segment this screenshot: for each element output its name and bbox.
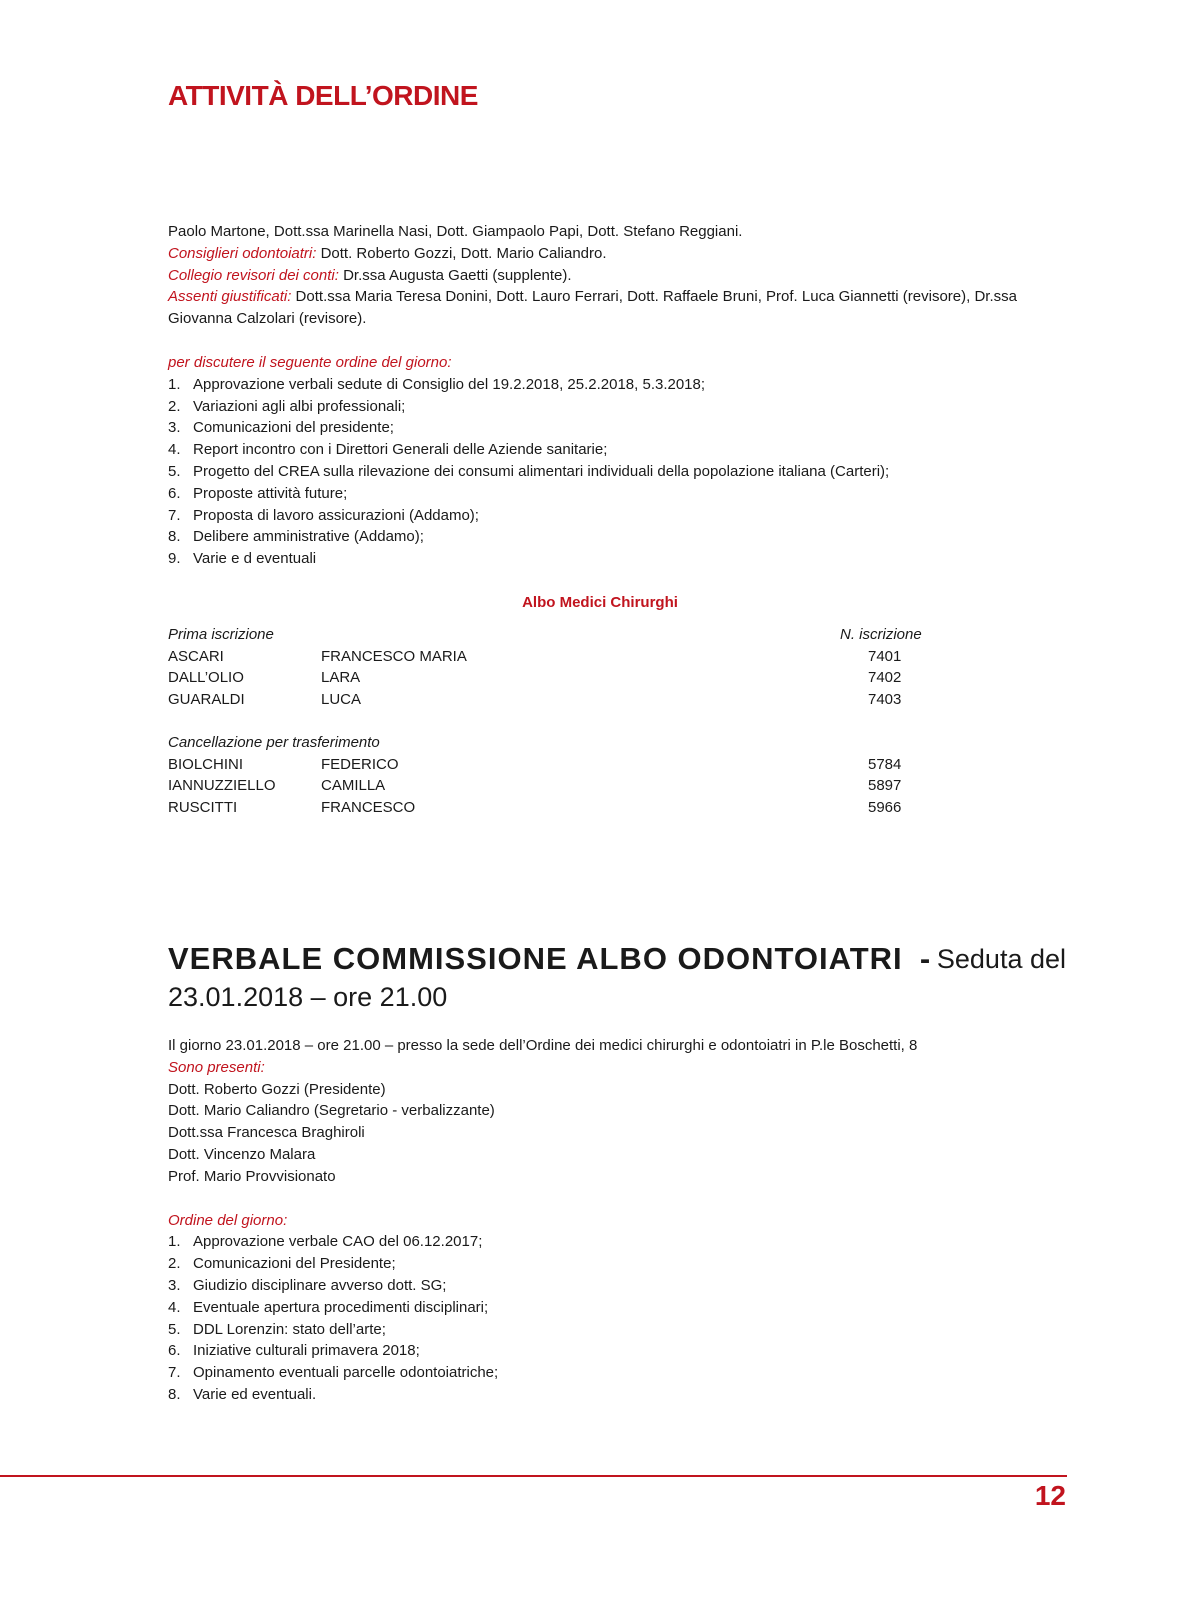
assenti-label: Assenti giustificati: <box>168 288 292 306</box>
number-cell: 7402 <box>868 669 902 687</box>
surname-cell: BIOLCHINI <box>168 755 244 773</box>
register-header <box>168 624 928 646</box>
table-row <box>168 775 928 797</box>
present-label: Sono presenti: <box>168 1058 265 1076</box>
assenti-text: Dott.ssa Maria Teresa Donini, Dott. Lauro Ferrari, Dott. Raffaele Bruni, Prof. Luca Giannetti (revisore), Dr.ssa Giovanna Calzolari (revisore). <box>168 288 1017 328</box>
agenda-item <box>168 1340 1068 1362</box>
agenda-item <box>168 396 1068 418</box>
agenda-item <box>168 1231 1068 1253</box>
agenda-item <box>168 548 1068 570</box>
agenda-item-number: 5. <box>168 462 181 480</box>
agenda-item-number: 1. <box>168 1233 181 1251</box>
verbale-body <box>168 1035 1068 1406</box>
table-row <box>168 689 928 711</box>
meeting-minutes <box>168 221 1068 570</box>
agenda-item <box>168 1319 1068 1341</box>
agenda-item-number: 5. <box>168 1320 181 1338</box>
albo-title: Albo Medici Chirurghi <box>522 594 678 611</box>
name-cell: FEDERICO <box>321 755 399 773</box>
surname-cell: RUSCITTI <box>168 798 238 816</box>
verbale-agenda-label: Ordine del giorno: <box>168 1211 288 1229</box>
surname-cell: ASCARI <box>168 647 224 665</box>
number-cell: 5966 <box>868 798 902 816</box>
agenda-item-number: 1. <box>168 375 181 393</box>
agenda-item-number: 6. <box>168 1342 181 1360</box>
verbale-title-dash: - <box>919 941 932 976</box>
verbale-title-line2: 23.01.2018 – ore 21.00 <box>168 982 448 1012</box>
verbale-intro: Il giorno 23.01.2018 – ore 21.00 – presso la sede dell’Ordine dei medici chirurghi e odontoiatri in P.le Boschetti, 8 <box>168 1037 918 1054</box>
agenda-item-number: 7. <box>168 506 181 524</box>
verbale-title-line1 <box>168 940 1066 978</box>
cancellazione-header <box>168 732 928 754</box>
agenda-item-text: Varie ed eventuali. <box>193 1385 317 1403</box>
agenda-item-number: 2. <box>168 1255 181 1273</box>
agenda-item <box>168 417 1068 439</box>
albo-register <box>168 624 928 818</box>
agenda-item-text: Report incontro con i Direttori Generali delle Aziende sanitarie; <box>193 441 608 459</box>
consiglieri-text: Dott. Roberto Gozzi, Dott. Mario Caliandro. <box>316 244 607 262</box>
agenda-item <box>168 483 1068 505</box>
page-number: 12 <box>1034 1480 1066 1511</box>
agenda-item-number: 7. <box>168 1364 181 1382</box>
agenda-item-number: 9. <box>168 550 181 568</box>
verbale-agenda <box>168 1231 1068 1405</box>
meeting-agenda <box>168 374 1068 570</box>
agenda-item-number: 8. <box>168 1385 181 1403</box>
agenda-label: per discutere il seguente ordine del giorno: <box>168 353 452 371</box>
verbale-title <box>168 940 1066 1016</box>
agenda-item <box>168 505 1068 527</box>
footer-divider <box>0 1475 1067 1477</box>
agenda-item <box>168 1253 1068 1275</box>
agenda-item-text: Iniziative culturali primavera 2018; <box>193 1342 420 1360</box>
agenda-item-text: Opinamento eventuali parcelle odontoiatriche; <box>193 1364 499 1382</box>
surname-cell: GUARALDI <box>168 690 245 708</box>
agenda-item-text: Comunicazioni del presidente; <box>193 419 394 437</box>
agenda-item <box>168 1297 1068 1319</box>
prima-iscrizione-label: Prima iscrizione <box>168 626 274 643</box>
table-row <box>168 797 928 819</box>
collegio-text: Dr.ssa Augusta Gaetti (supplente). <box>338 266 572 284</box>
present-person: Prof. Mario Provvisionato <box>168 1167 336 1185</box>
agenda-item <box>168 374 1068 396</box>
agenda-item-text: Delibere amministrative (Addamo); <box>193 528 424 546</box>
name-cell: FRANCESCO <box>321 798 416 816</box>
surname-cell: DALL’OLIO <box>168 669 244 687</box>
agenda-item-text: Comunicazioni del Presidente; <box>193 1255 396 1273</box>
agenda-item-text: Approvazione verbale CAO del 06.12.2017; <box>193 1233 483 1251</box>
verbale-title-light: Seduta del <box>936 944 1066 974</box>
agenda-item-text: Approvazione verbali sedute di Consiglio del 19.2.2018, 25.2.2018, 5.3.2018; <box>193 375 706 393</box>
number-cell: 5897 <box>868 777 902 795</box>
agenda-item <box>168 1384 1068 1406</box>
number-cell: 7403 <box>868 690 902 708</box>
agenda-item-text: Progetto del CREA sulla rilevazione dei consumi alimentari individuali della popolazione italiana (Carteri); <box>193 462 890 480</box>
agenda-item-number: 8. <box>168 528 181 546</box>
agenda-item-text: Giudizio disciplinare avverso dott. SG; <box>193 1276 447 1294</box>
agenda-item-number: 2. <box>168 397 181 415</box>
name-cell: LUCA <box>321 690 362 708</box>
collegio-label: Collegio revisori dei conti: <box>168 266 339 284</box>
present-person: Dott. Roberto Gozzi (Presidente) <box>168 1080 386 1098</box>
spacer <box>168 710 928 732</box>
agenda-item-text: Proposta di lavoro assicurazioni (Addamo); <box>193 506 479 524</box>
agenda-item-number: 3. <box>168 1276 181 1294</box>
agenda-item-text: Variazioni agli albi professionali; <box>193 397 406 415</box>
agenda-item-text: Proposte attività future; <box>193 484 348 502</box>
agenda-item-number: 4. <box>168 441 181 459</box>
collegio-line <box>168 265 1068 287</box>
agenda-item-number: 4. <box>168 1298 181 1316</box>
name-cell: FRANCESCO MARIA <box>321 647 467 665</box>
present-person: Dott. Vincenzo Malara <box>168 1145 316 1163</box>
cancellazione-label: Cancellazione per trasferimento <box>168 733 380 751</box>
present-person: Dott. Mario Caliandro (Segretario - verbalizzante) <box>168 1102 495 1120</box>
section-title: ATTIVITÀ DELL’ORDINE <box>168 80 478 111</box>
table-row <box>168 667 928 689</box>
agenda-item-text: Eventuale apertura procedimenti disciplinari; <box>193 1298 489 1316</box>
agenda-item-text: DDL Lorenzin: stato dell’arte; <box>193 1320 386 1338</box>
agenda-item <box>168 1275 1068 1297</box>
assenti-line <box>168 286 1068 330</box>
agenda-item-text: Varie e d eventuali <box>193 550 317 568</box>
consiglieri-line <box>168 243 1068 265</box>
number-cell: 7401 <box>868 647 902 665</box>
present-person: Dott.ssa Francesca Braghiroli <box>168 1124 365 1142</box>
present-continued: Paolo Martone, Dott.ssa Marinella Nasi, Dott. Giampaolo Papi, Dott. Stefano Reggiani. <box>168 223 743 240</box>
surname-cell: IANNUZZIELLO <box>168 777 276 795</box>
table-row <box>168 754 928 776</box>
consiglieri-label: Consiglieri odontoiatri: <box>168 244 317 262</box>
number-cell: 5784 <box>868 755 902 773</box>
agenda-item <box>168 439 1068 461</box>
verbale-title-bold: VERBALE COMMISSIONE ALBO ODONTOIATRI <box>168 941 903 976</box>
name-cell: LARA <box>321 669 361 687</box>
table-row <box>168 646 928 668</box>
agenda-item <box>168 526 1068 548</box>
name-cell: CAMILLA <box>321 777 386 795</box>
num-iscrizione-label: N. iscrizione <box>840 626 922 643</box>
agenda-item <box>168 461 1068 483</box>
agenda-item-number: 6. <box>168 484 181 502</box>
agenda-item-number: 3. <box>168 419 181 437</box>
agenda-item <box>168 1362 1068 1384</box>
